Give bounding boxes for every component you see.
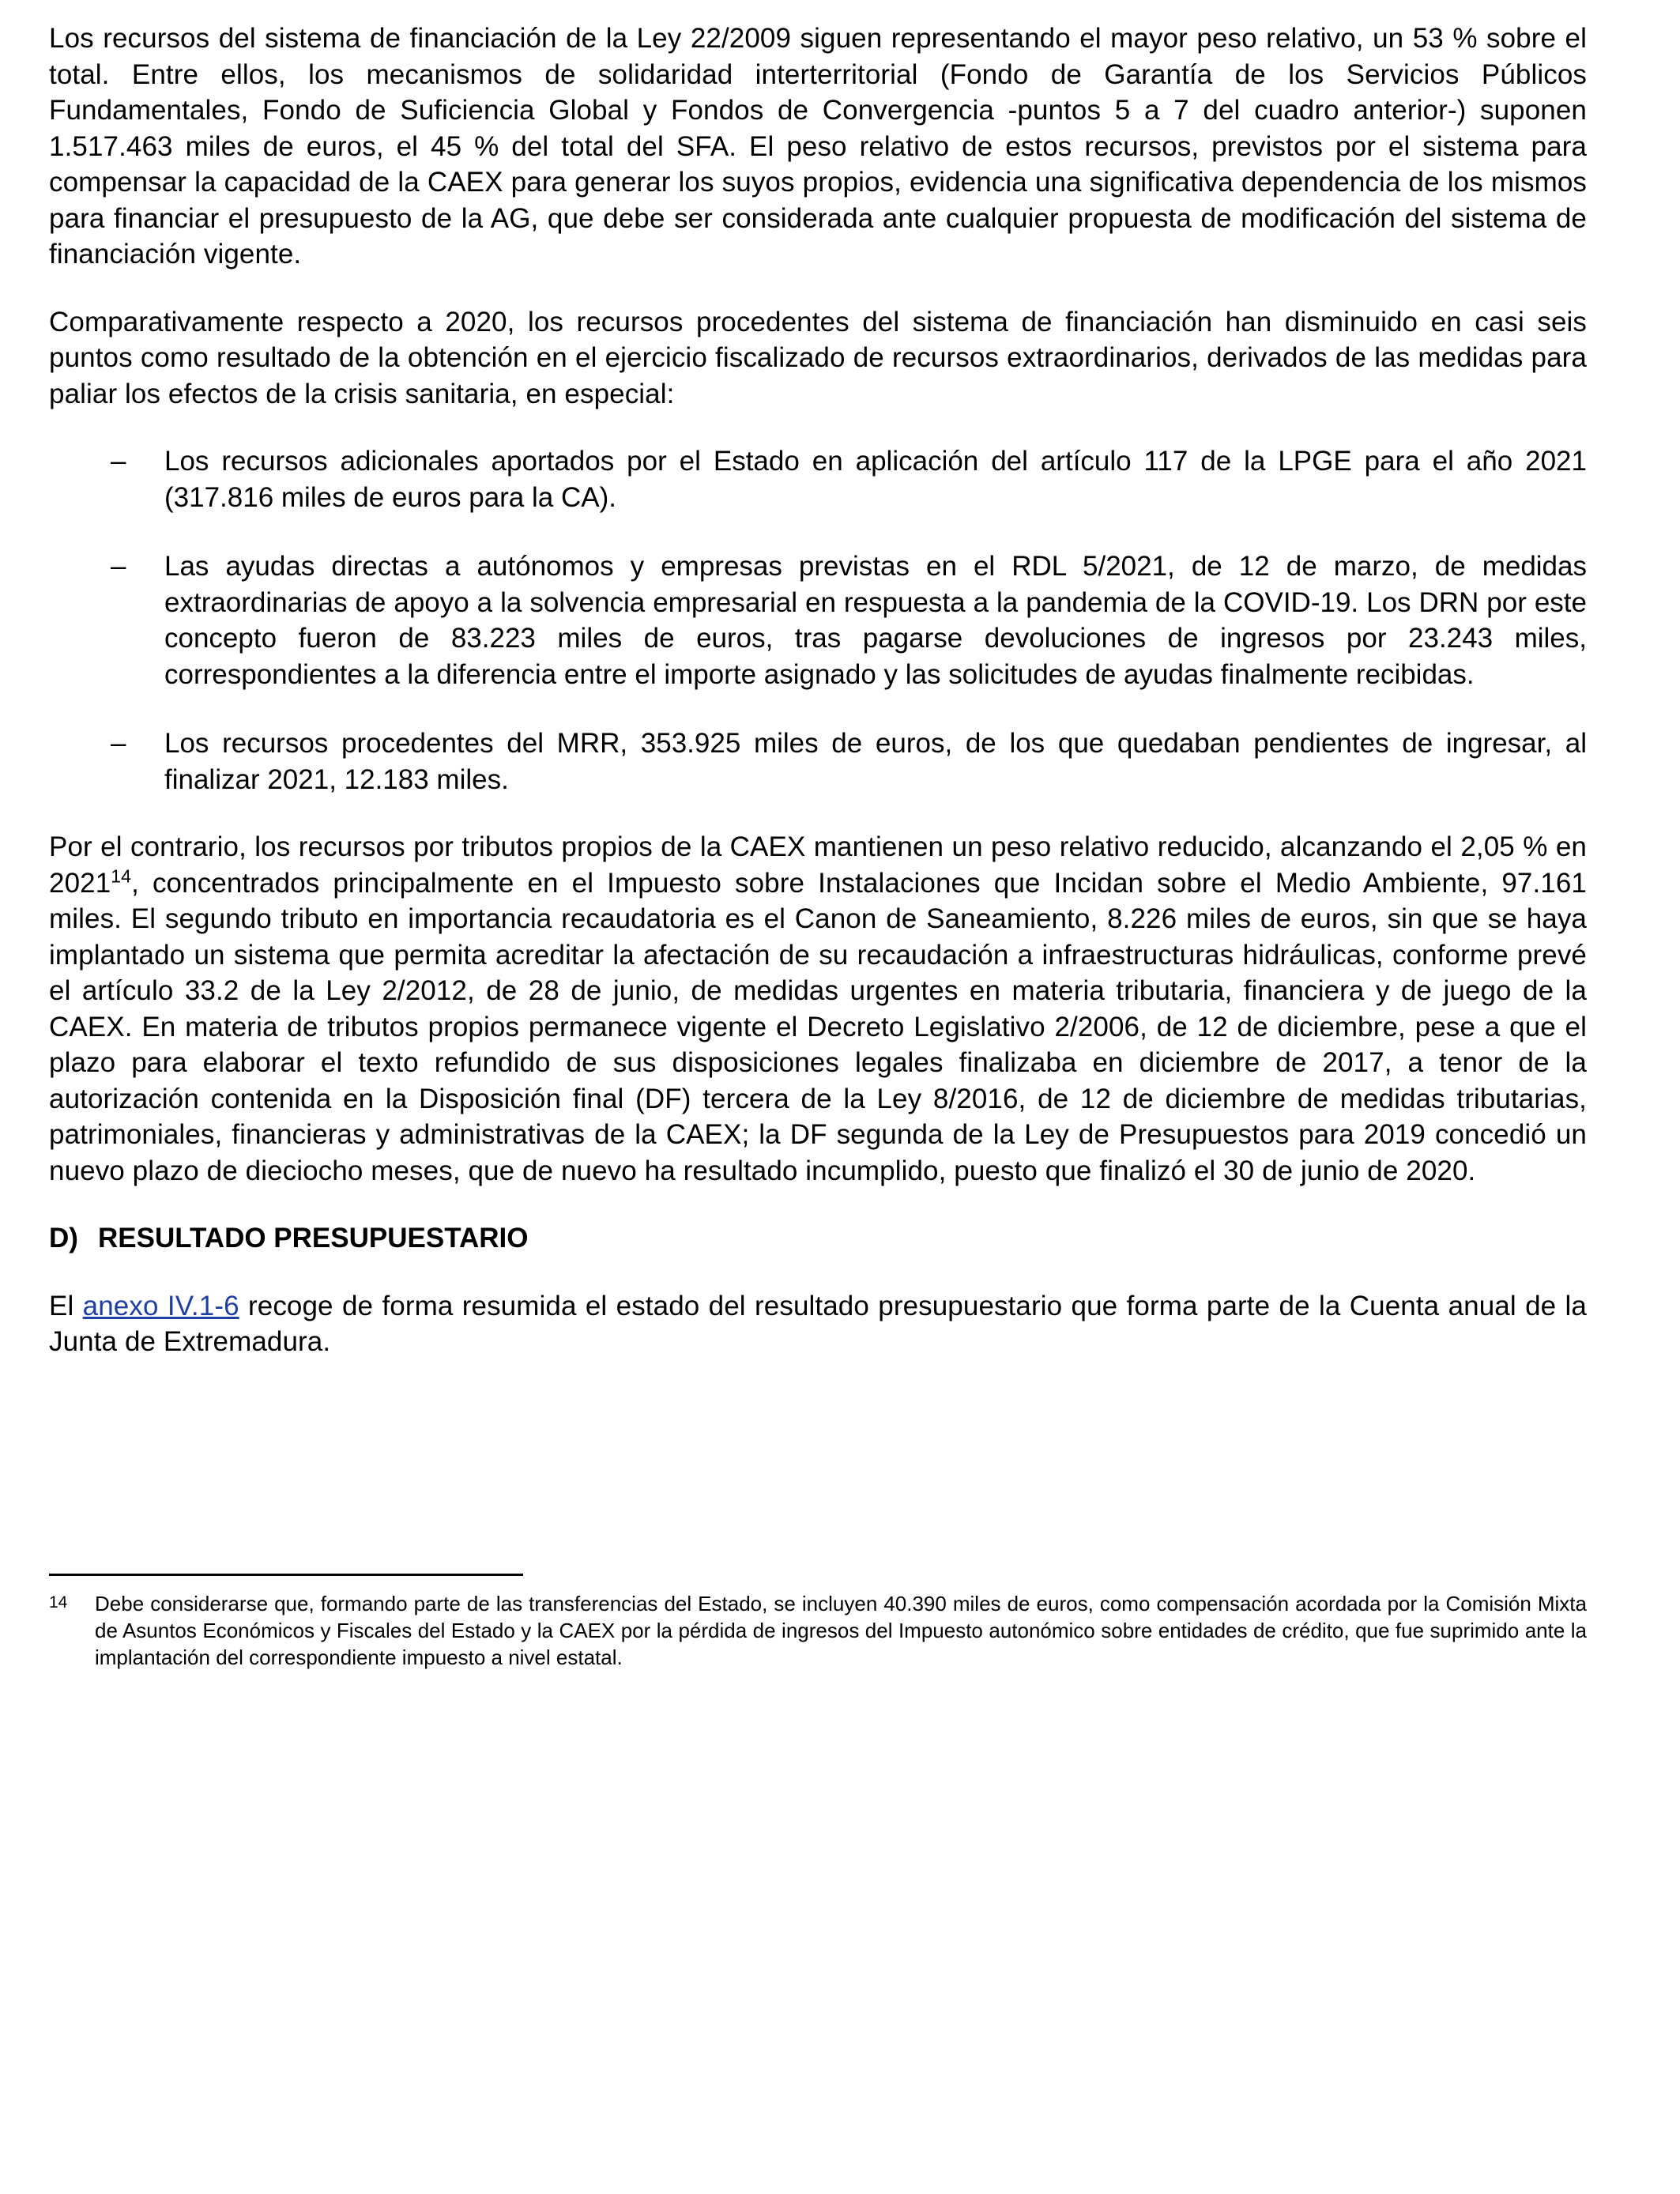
paragraph-financiacion: Los recursos del sistema de financiación de la Ley 22/2009 siguen representando el mayor peso relativo, un 53 % sobre el total. Entre ellos, los mecanismos de solidaridad interterritorial (Fondo de Garantía de los Servicios Públicos Fundamentales, Fondo de Suficiencia Global y Fondos de Convergencia -puntos 5 a 7 del cuadro anterior-) suponen 1.517.463 miles de euros, el 45 % del total del SFA. El peso relativo de estos recursos, previstos por el sistema para compensar la capacidad de la CAEX para generar los suyos propios, evidencia una significativa dependencia de los mismos para financiar el presupuesto de la AG, que debe ser considerada ante cualquier propuesta de modificación del sistema de financiación vigente. (49, 23, 1587, 270)
paragraph-comparativa: Comparativamente respecto a 2020, los recursos procedentes del sistema de financiación han disminuido en casi seis puntos como resultado de la obtención en el ejercicio fiscalizado de recursos extraordinarios, derivados de las medidas para paliar los efectos de la crisis sanitaria, en especial: (49, 306, 1587, 409)
footnote (49, 1590, 1587, 1672)
list-item-text: Los recursos adicionales aportados por el Estado en aplicación del artículo 117 de la LPGE para el año 2021 (317.816 miles de euros para la CA). (164, 446, 1587, 513)
anexo-text-before: El (49, 1290, 83, 1321)
recursos-extraordinarios-list (49, 443, 1587, 797)
paragraph-tributos-part1: Por el contrario, los recursos por tributos propios de la CAEX mantienen un peso relativo reducido, alcanzando el 2,05 % en 2021 (49, 831, 1587, 899)
page-title: RESULTADO PRESUPUESTARIO (98, 1223, 529, 1253)
list-item-text: Las ayudas directas a autónomos y empresas previstas en el RDL 5/2021, de 12 de marzo, de medidas extraordinarias de apoyo a la solvencia empresarial en respuesta a la pandemia de la COVID-19. Los DRN por este concepto fueron de 83.223 miles de euros, tras pagarse devoluciones de ingresos por 23.243 miles, correspondientes a la diferencia entre el importe asignado y las solicitudes de ayudas finalmente recibidas. (164, 551, 1587, 690)
list-item (49, 443, 1587, 515)
list-marker: – (111, 551, 126, 582)
section-letter: D) (49, 1223, 78, 1253)
section-heading-resultado-presupuestario (49, 1220, 1587, 1257)
list-marker: – (111, 728, 126, 759)
anexo-text-after: recoge de forma resumida el estado del resultado presupuestario que forma parte de la Cuenta anual de la Junta de Extremadura. (49, 1290, 1587, 1357)
paragraph-tributos-part2: , concentrados principalmente en el Impuesto sobre Instalaciones que Incidan sobre el Medio Ambiente, 97.161 miles. El segundo tributo en importancia recaudatoria es el Canon de Saneamiento, 8.226 miles de euros, sin que se haya implantado un sistema que permita acreditar la afectación de su recaudación a infraestructuras hidráulicas, conforme prevé el artículo 33.2 de la Ley 2/2012, de 28 de junio, de medidas urgentes en materia tributaria, financiera y de juego de la CAEX. En materia de tributos propios permanece vigente el Decreto Legislativo 2/2006, de 12 de diciembre, pese a que el plazo para elaborar el texto refundido de sus disposiciones legales finalizaba en diciembre de 2017, a tenor de la autorización contenida en la Disposición final (DF) tercera de la Ley 8/2016, de 12 de diciembre de medidas tributarias, patrimoniales, financieras y administrativas de la CAEX; la DF segunda de la Ley de Presupuestos para 2019 concedió un nuevo plazo de dieciocho meses, que de nuevo ha resultado incumplido, puesto que finalizó el 30 de junio de 2020. (49, 867, 1587, 1186)
vertical-spacer (49, 1392, 1587, 1574)
list-marker: – (111, 446, 126, 477)
list-item (49, 548, 1587, 692)
list-item (49, 726, 1587, 797)
paragraph-tributos-propios (49, 829, 1587, 1189)
footnote-reference: 14 (111, 865, 132, 886)
paragraph-anexo (49, 1288, 1587, 1360)
anexo-link[interactable]: anexo IV.1-6 (82, 1290, 239, 1321)
footnote-text: Debe considerarse que, formando parte de las transferencias del Estado, se incluyen 40.390 miles de euros, como compensación acordada por la Comisión Mixta de Asuntos Económicos y Fiscales del Estado y la CAEX por la pérdida de ingresos del Impuesto autonómico sobre entidades de crédito, que fue suprimido ante la implantación del correspondiente impuesto a nivel estatal. (95, 1591, 1587, 1670)
footnote-separator (49, 1574, 523, 1576)
footnote-area (49, 1574, 1587, 1672)
footnote-number: 14 (49, 1593, 68, 1612)
list-item-text: Los recursos procedentes del MRR, 353.925 miles de euros, de los que quedaban pendientes de ingresar, al finalizar 2021, 12.183 miles. (164, 728, 1587, 795)
